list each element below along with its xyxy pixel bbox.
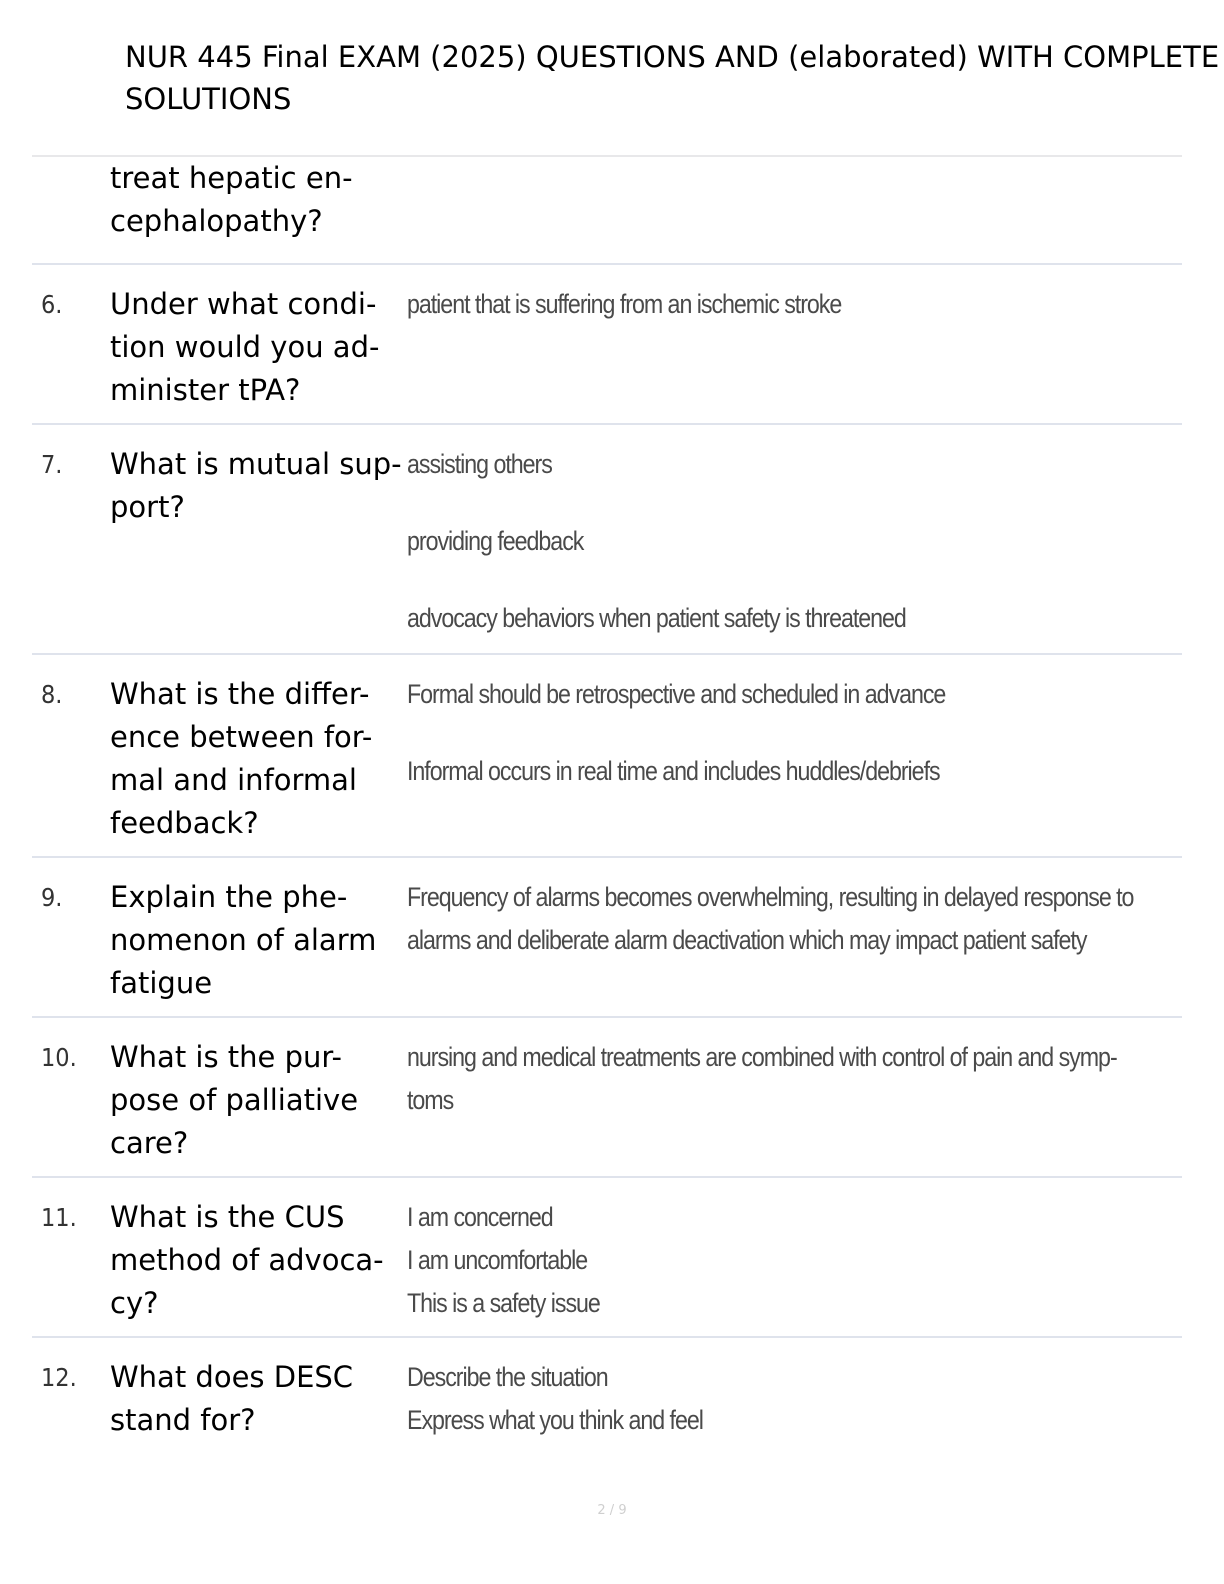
question-text <box>110 876 400 1005</box>
question-number: 12. <box>41 1363 77 1392</box>
question-text <box>110 673 400 845</box>
answer-line: assisting others <box>407 449 552 479</box>
answer-line: Informal occurs in real time and includes huddles/debriefs <box>407 756 940 786</box>
question-line: method of advoca- <box>110 1243 384 1277</box>
question-line: stand for? <box>110 1403 256 1437</box>
question-line: Under what condi- <box>110 287 377 321</box>
question-line: What is mutual sup- <box>110 447 402 481</box>
question-line: What does DESC <box>110 1360 354 1394</box>
question-line: feedback? <box>110 806 259 840</box>
answer-line: I am concerned <box>407 1202 553 1232</box>
question-number: 10. <box>41 1043 77 1072</box>
document-title <box>125 36 1224 120</box>
answer-line: Express what you think and feel <box>407 1405 703 1435</box>
question-text <box>110 443 400 529</box>
question-line: minister tPA? <box>110 373 301 407</box>
answer-line: I am uncomfortable <box>407 1245 588 1275</box>
qa-row-12 <box>32 1338 1182 1458</box>
answer-line: toms <box>407 1085 454 1115</box>
qa-row-9 <box>32 858 1182 1018</box>
question-line: What is the CUS <box>110 1200 345 1234</box>
answer-line: This is a safety issue <box>407 1288 600 1318</box>
answer-text <box>407 1196 1181 1325</box>
qa-row-10 <box>32 1018 1182 1178</box>
question-line: mal and informal <box>110 763 357 797</box>
title-line-2: SOLUTIONS <box>125 82 292 116</box>
page-indicator: 2 / 9 <box>597 1503 627 1518</box>
question-text <box>110 283 400 412</box>
question-line: cy? <box>110 1286 159 1320</box>
question-number: 7. <box>41 450 63 479</box>
answer-line: alarms and deliberate alarm deactivation which may impact patient safety <box>407 925 1087 955</box>
question-number: 9. <box>41 883 63 912</box>
question-number: 11. <box>41 1203 77 1232</box>
question-line: What is the pur- <box>110 1040 342 1074</box>
question-line: ence between for- <box>110 720 373 754</box>
question-number: 6. <box>41 290 63 319</box>
answer-line: nursing and medical treatments are combined with control of pain and symp- <box>407 1042 1117 1072</box>
question-line: fatigue <box>110 966 213 1000</box>
question-line: nomenon of alarm <box>110 923 377 957</box>
question-number: 8. <box>41 680 63 709</box>
qa-row-continuation <box>32 157 1182 265</box>
answer-line: patient that is suffering from an ischemic stroke <box>407 289 842 319</box>
qa-row-8 <box>32 655 1182 858</box>
question-text <box>110 1196 400 1325</box>
question-text <box>110 1356 400 1442</box>
answer-text <box>407 1036 1181 1122</box>
answer-text <box>407 673 1181 793</box>
answer-line: Describe the situation <box>407 1362 608 1392</box>
question-line: Explain the phe- <box>110 880 348 914</box>
qa-row-11 <box>32 1178 1182 1338</box>
answer-text <box>407 1356 1181 1442</box>
question-line: port? <box>110 490 185 524</box>
question-line: treat hepatic en- <box>110 161 353 195</box>
answer-line: Frequency of alarms becomes overwhelming, resulting in delayed response to <box>407 882 1134 912</box>
answer-line: providing feedback <box>407 526 584 556</box>
question-line: pose of palliative <box>110 1083 359 1117</box>
title-line-1: NUR 445 Final EXAM (2025) QUESTIONS AND (elaborated) WITH COMPLETE <box>125 40 1220 74</box>
question-text <box>110 1036 400 1165</box>
answer-text <box>407 876 1181 962</box>
answer-text <box>407 283 1181 326</box>
question-text <box>110 157 400 243</box>
qa-row-7 <box>32 425 1182 655</box>
question-line: tion would you ad- <box>110 330 380 364</box>
qa-row-6 <box>32 265 1182 425</box>
answer-line: Formal should be retrospective and scheduled in advance <box>407 679 946 709</box>
question-line: care? <box>110 1126 189 1160</box>
answer-text <box>407 443 1181 640</box>
question-line: cephalopathy? <box>110 204 323 238</box>
answer-line: advocacy behaviors when patient safety is threatened <box>407 603 906 633</box>
question-line: What is the differ- <box>110 677 370 711</box>
